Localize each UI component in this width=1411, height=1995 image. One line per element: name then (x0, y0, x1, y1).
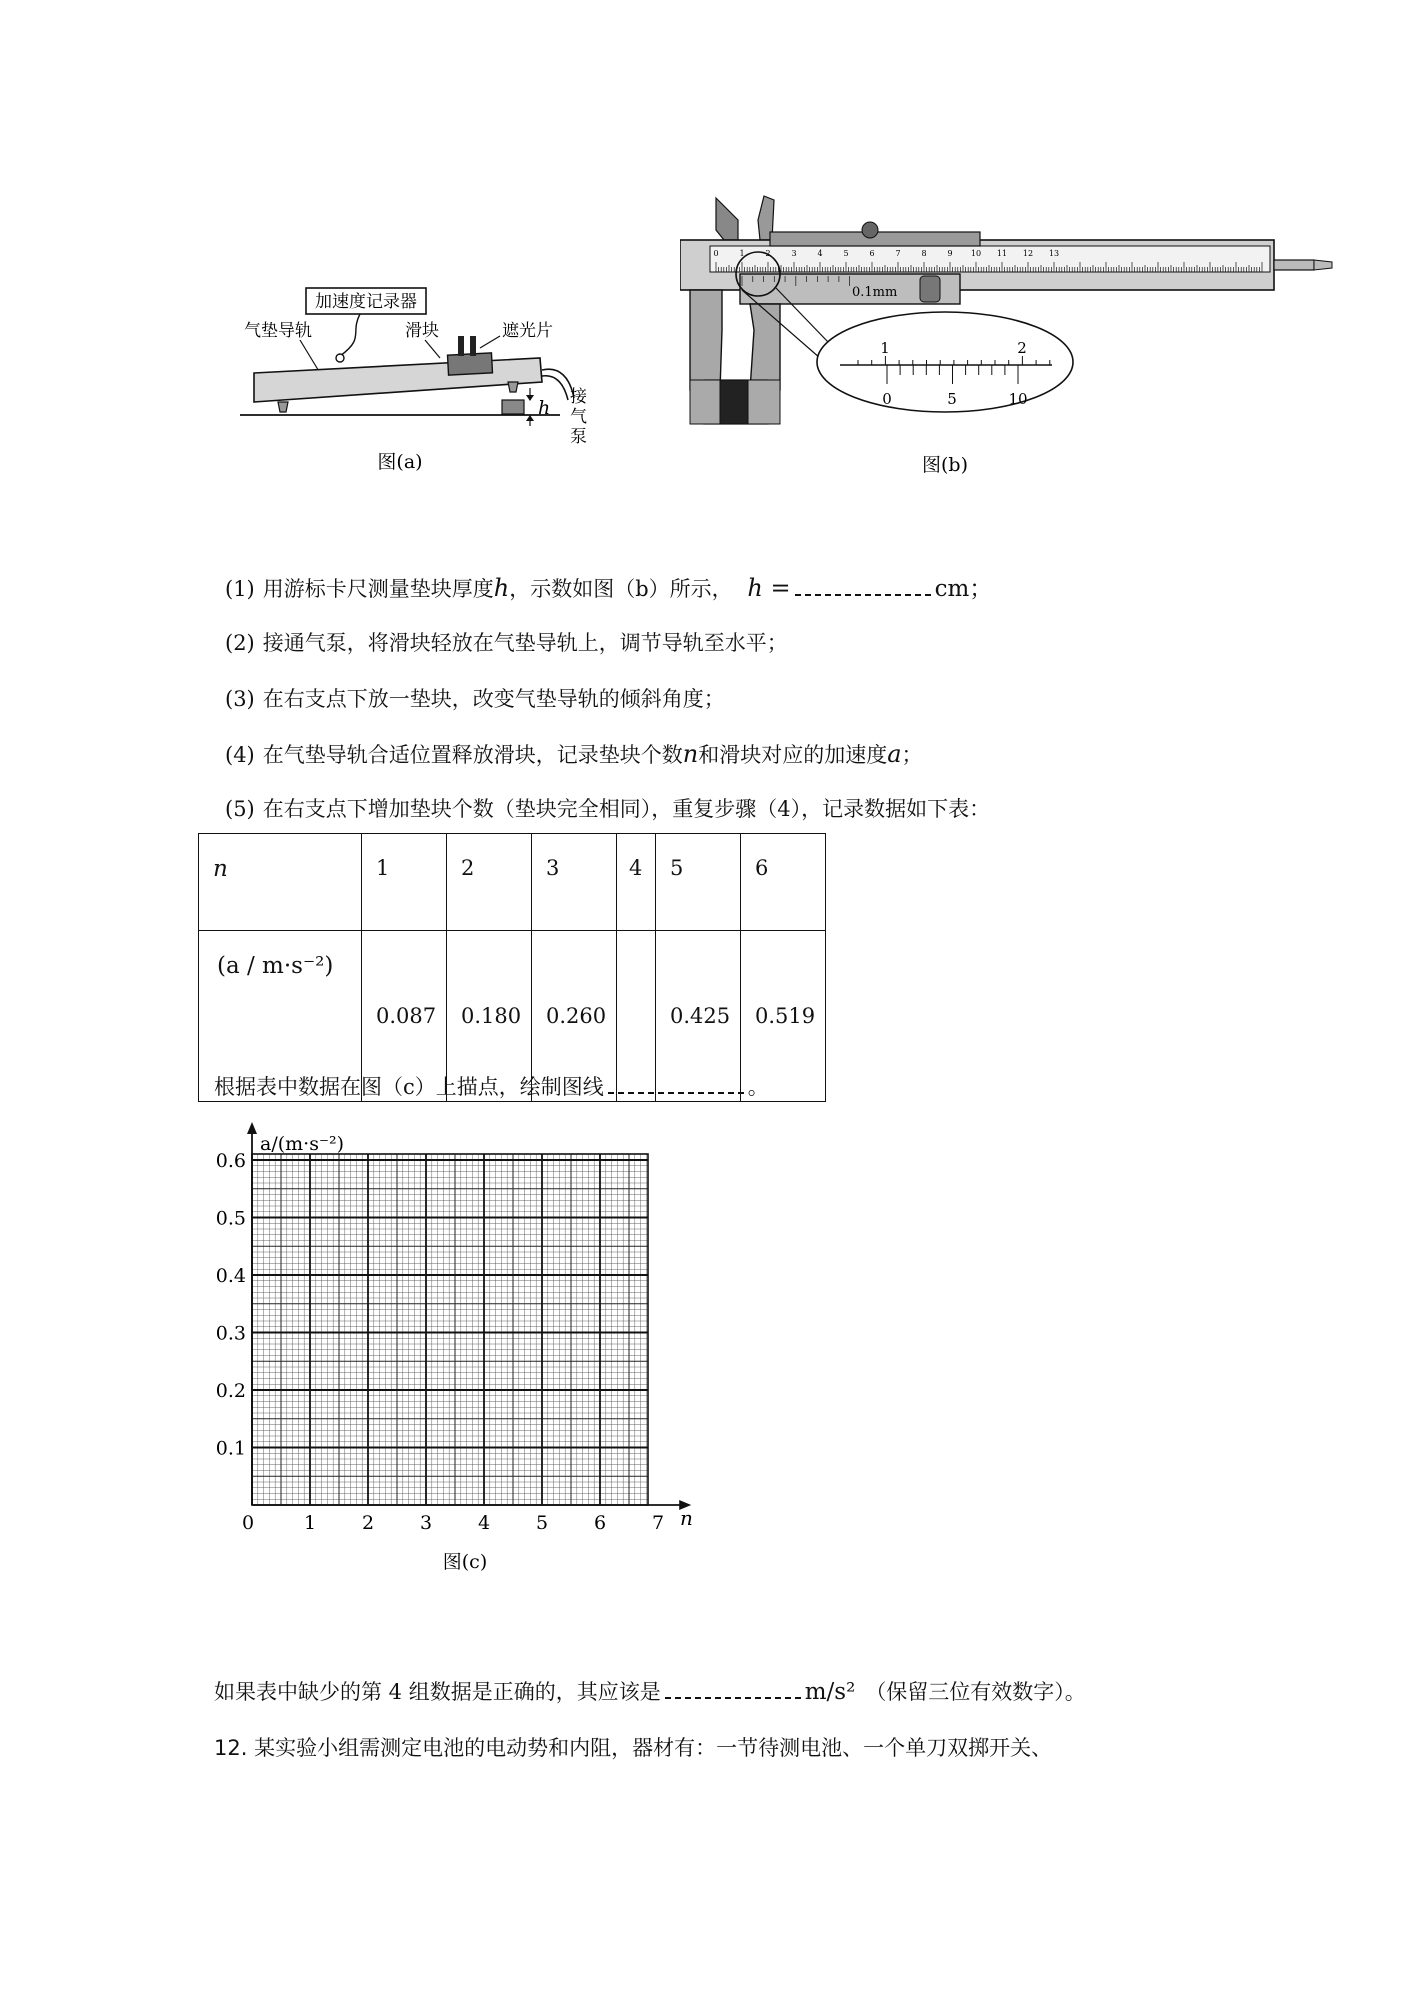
main-scale-label: 11 (996, 249, 1008, 258)
y-tick-label: 0.2 (215, 1380, 246, 1402)
main-scale-label: 5 (843, 249, 849, 258)
y-tick-label: 0.4 (215, 1265, 246, 1287)
plot-instruction-end: 。 (747, 1075, 769, 1099)
step-5-text: 在右支点下增加垫块个数（垫块完全相同），重复步骤（4），记录数据如下表： (262, 797, 991, 821)
figure-b-caption: 图(b) (922, 454, 968, 476)
step-3-text: 在右支点下放一垫块，改变气垫导轨的倾斜角度； (262, 687, 725, 711)
table-cell-a: 0.425 (656, 931, 741, 1102)
y-axis-arrow (247, 1122, 257, 1134)
x-axis-label: n (680, 1506, 693, 1530)
step-2-num: (2) (225, 631, 255, 655)
x-tick-label: 0 (241, 1512, 255, 1534)
table-header-a: (a / m·s⁻²) (199, 931, 362, 1102)
zoom-vernier-label-5: 5 (947, 390, 957, 408)
shutter (458, 336, 464, 356)
missing-data-unit: m/s² (804, 1679, 856, 1705)
step-1 (225, 573, 992, 604)
step-2 (225, 628, 788, 658)
main-scale-label: 10 (970, 249, 982, 258)
step-3 (225, 684, 725, 714)
x-tick-labels (242, 1512, 664, 1534)
step-1-num: (1) (225, 577, 255, 601)
missing-data-note: （保留三位有效数字）。 (865, 1680, 1086, 1704)
x-tick-label: 7 (651, 1512, 665, 1534)
step-3-num: (3) (225, 687, 255, 711)
pump-label-2: 气 (570, 407, 587, 427)
main-scale-label: 1 (739, 249, 745, 258)
main-scale-label: 9 (947, 249, 953, 258)
data-table (198, 833, 826, 1102)
air-track-rail (254, 358, 542, 402)
missing-data-blank[interactable] (665, 1679, 801, 1699)
step-5-num: (5) (225, 797, 255, 821)
step-4 (225, 739, 923, 770)
question-12 (214, 1733, 1052, 1763)
main-scale-label: 13 (1048, 249, 1060, 258)
x-tick-label: 4 (477, 1512, 491, 1534)
slider-label: 滑块 (405, 321, 439, 341)
table-cell-n: 2 (447, 834, 532, 931)
figure-c (200, 1120, 720, 1580)
pump-label-3: 泵 (570, 427, 587, 447)
main-scale-label: 7 (895, 249, 901, 258)
spacer-block (502, 400, 524, 414)
plot-answer-blank[interactable] (608, 1074, 744, 1094)
vernier-caliper-diagram (680, 190, 1340, 490)
main-scale-label: 12 (1022, 249, 1034, 258)
step-1-text2: ，示数如图（b）所示， (509, 577, 733, 601)
vernier-precision: 0.1mm (852, 285, 898, 300)
y-tick-labels (216, 1150, 246, 1460)
step-1-expr: h = (747, 574, 791, 602)
main-scale-label: 8 (921, 249, 927, 258)
chart-axes (247, 1122, 691, 1510)
figure-b (680, 190, 1340, 490)
slider-block (448, 353, 493, 375)
question-12-text: 12. 某实验小组需测定电池的电动势和内阻，器材有：一节待测电池、一个单刀双掷开关、 (214, 1736, 1053, 1760)
grid-minor (252, 1154, 648, 1505)
step-4-text3: ； (901, 743, 923, 767)
x-tick-label: 1 (303, 1512, 317, 1534)
y-tick-label: 0.6 (215, 1150, 246, 1172)
step-4-text2: 和滑块对应的加速度 (698, 743, 888, 767)
right-support (508, 382, 518, 392)
table-cell-n: 5 (656, 834, 741, 931)
main-scale-label: 0 (713, 249, 719, 258)
step-4-num: (4) (225, 743, 255, 767)
figure-c-caption: 图(c) (442, 1551, 488, 1573)
missing-data-question (214, 1677, 1086, 1707)
rail-label: 气垫导轨 (244, 321, 312, 341)
step-4-var-n: n (682, 740, 699, 768)
table-cell-n: 1 (362, 834, 447, 931)
table-cell-a: 0.180 (447, 931, 532, 1102)
table-cell-a: 0.519 (741, 931, 826, 1102)
left-support (278, 402, 288, 412)
pump-label-1: 接 (570, 387, 587, 407)
table-cell-n: 6 (741, 834, 826, 931)
step-4-text: 在气垫导轨合适位置释放滑块，记录垫块个数 (262, 743, 683, 767)
figure-a-caption: 图(a) (377, 451, 423, 473)
table-cell-n: 4 (617, 834, 656, 931)
step-5 (225, 794, 990, 824)
zoom-view (817, 312, 1073, 412)
main-scale-label: 2 (765, 249, 771, 258)
step-4-var-a: a (887, 740, 902, 768)
h-answer-blank[interactable] (795, 576, 931, 596)
y-axis-label: a/(m·s⁻²) (260, 1133, 345, 1155)
main-scale-label: 3 (791, 249, 797, 258)
table-cell-a: 0.087 (362, 931, 447, 1102)
zoom-main-label-2: 2 (1017, 339, 1027, 357)
plot-instruction (214, 1072, 769, 1102)
table-header-n: n (199, 834, 362, 931)
table-row-n (199, 834, 826, 931)
figure-a (240, 278, 600, 488)
y-tick-label: 0.3 (215, 1322, 246, 1345)
missing-data-text: 如果表中缺少的第 4 组数据是正确的，其应该是 (214, 1680, 661, 1704)
graph-paper-chart[interactable] (200, 1120, 720, 1580)
x-tick-label: 5 (535, 1512, 549, 1534)
table-cell-n: 3 (532, 834, 617, 931)
x-tick-label: 6 (593, 1512, 607, 1534)
table-cell-a: 0.260 (532, 931, 617, 1102)
zoom-vernier-label-0: 0 (882, 390, 892, 408)
zoom-vernier-label-10: 10 (1008, 390, 1028, 408)
recorder-label: 加速度记录器 (315, 292, 417, 312)
shutter-label: 遮光片 (502, 321, 553, 341)
main-scale-label: 6 (869, 249, 875, 258)
zoom-main-label-1: 1 (880, 339, 890, 357)
h-symbol: h (538, 397, 551, 419)
step-1-var: h (493, 574, 510, 602)
step-1-text: 用游标卡尺测量垫块厚度 (262, 577, 494, 601)
x-tick-label: 2 (361, 1512, 375, 1534)
step-2-text: 接通气泵，将滑块轻放在气垫导轨上，调节导轨至水平； (262, 631, 788, 655)
main-scale-label: 4 (817, 249, 823, 258)
y-tick-label: 0.1 (215, 1437, 246, 1460)
x-tick-label: 3 (419, 1512, 433, 1534)
y-tick-label: 0.5 (215, 1207, 246, 1230)
plot-instruction-text: 根据表中数据在图（c）上描点，绘制图线 (214, 1075, 604, 1099)
air-track-diagram (240, 278, 600, 488)
step-1-unit: cm； (934, 576, 993, 602)
